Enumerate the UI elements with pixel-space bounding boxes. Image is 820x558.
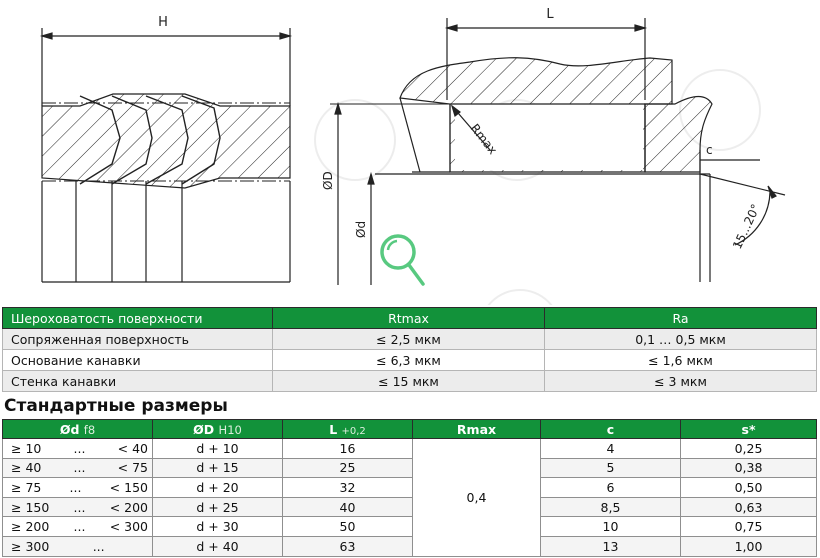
std-cell-s: 1,00 — [681, 536, 817, 556]
roughness-row — [3, 371, 817, 392]
gland-drawing — [330, 18, 785, 285]
std-cell-d-range: ≥ 10 ... < 40 — [3, 439, 153, 459]
standard-sizes-title: Стандартные размеры — [4, 396, 228, 416]
std-row — [3, 478, 817, 498]
std-cell-d-range: ≥ 150 ... < 200 — [3, 497, 153, 517]
std-cell-L: 16 — [283, 439, 413, 459]
std-cell-d-range: ≥ 300 ... — [3, 536, 153, 556]
roughness-header-row — [3, 308, 817, 329]
std-cell-L: 63 — [283, 536, 413, 556]
roughness-cell-surface: Стенка канавки — [3, 371, 273, 392]
std-cell-D: d + 25 — [153, 497, 283, 517]
std-row — [3, 517, 817, 537]
zoom-magnifier-icon[interactable] — [382, 236, 423, 284]
standard-sizes-table — [2, 419, 817, 557]
std-header-row — [3, 420, 817, 439]
std-cell-d-range: ≥ 200 ... < 300 — [3, 517, 153, 537]
roughness-cell-ra: 0,1 … 0,5 мкм — [545, 329, 817, 350]
std-header-d: Ød f8 — [3, 420, 153, 439]
std-header-c: c — [541, 420, 681, 439]
std-cell-s: 0,25 — [681, 439, 817, 459]
roughness-cell-ra: ≤ 1,6 мкм — [545, 350, 817, 371]
roughness-cell-rtmax: ≤ 6,3 мкм — [273, 350, 545, 371]
std-row — [3, 458, 817, 478]
std-cell-D: d + 30 — [153, 517, 283, 537]
seal-stack-drawing — [42, 28, 290, 282]
roughness-cell-ra: ≤ 3 мкм — [545, 371, 817, 392]
std-cell-L: 32 — [283, 478, 413, 498]
roughness-cell-rtmax: ≤ 2,5 мкм — [273, 329, 545, 350]
dim-D-label: ØD — [321, 171, 335, 190]
std-cell-s: 0,38 — [681, 458, 817, 478]
std-cell-c: 6 — [541, 478, 681, 498]
std-cell-s: 0,75 — [681, 517, 817, 537]
dim-c-label: c — [706, 143, 713, 157]
std-header-L: L +0,2 — [283, 420, 413, 439]
roughness-table — [2, 307, 817, 392]
std-header-s: s* — [681, 420, 817, 439]
std-cell-c: 10 — [541, 517, 681, 537]
std-cell-c: 13 — [541, 536, 681, 556]
roughness-row — [3, 329, 817, 350]
std-row — [3, 536, 817, 556]
std-cell-L: 25 — [283, 458, 413, 478]
std-cell-c: 4 — [541, 439, 681, 459]
std-cell-L: 50 — [283, 517, 413, 537]
std-cell-c: 5 — [541, 458, 681, 478]
std-header-D: ØD H10 — [153, 420, 283, 439]
std-cell-c: 8,5 — [541, 497, 681, 517]
std-cell-D: d + 15 — [153, 458, 283, 478]
std-cell-s: 0,50 — [681, 478, 817, 498]
std-cell-D: d + 10 — [153, 439, 283, 459]
std-row — [3, 497, 817, 517]
roughness-cell-surface: Сопряженная поверхность — [3, 329, 273, 350]
roughness-header-surface: Шероховатость поверхности — [3, 308, 273, 329]
roughness-header-ra: Ra — [545, 308, 817, 329]
std-cell-rmax: 0,4 — [413, 439, 541, 557]
std-row — [3, 439, 817, 459]
std-header-rmax: Rmax — [413, 420, 541, 439]
rmax-label: Rmax — [467, 121, 500, 158]
std-cell-L: 40 — [283, 497, 413, 517]
std-cell-D: d + 40 — [153, 536, 283, 556]
std-cell-D: d + 20 — [153, 478, 283, 498]
std-cell-d-range: ≥ 40 ... < 75 — [3, 458, 153, 478]
dim-H-label: H — [158, 15, 168, 30]
std-cell-d-range: ≥ 75 ... < 150 — [3, 478, 153, 498]
roughness-row — [3, 350, 817, 371]
std-cell-s: 0,63 — [681, 497, 817, 517]
roughness-cell-surface: Основание канавки — [3, 350, 273, 371]
roughness-cell-rtmax: ≤ 15 мкм — [273, 371, 545, 392]
dim-d-label: Ød — [354, 220, 368, 238]
angle-label: 15...20° — [730, 201, 763, 252]
roughness-header-rtmax: Rtmax — [273, 308, 545, 329]
dim-L-label: L — [546, 7, 554, 22]
